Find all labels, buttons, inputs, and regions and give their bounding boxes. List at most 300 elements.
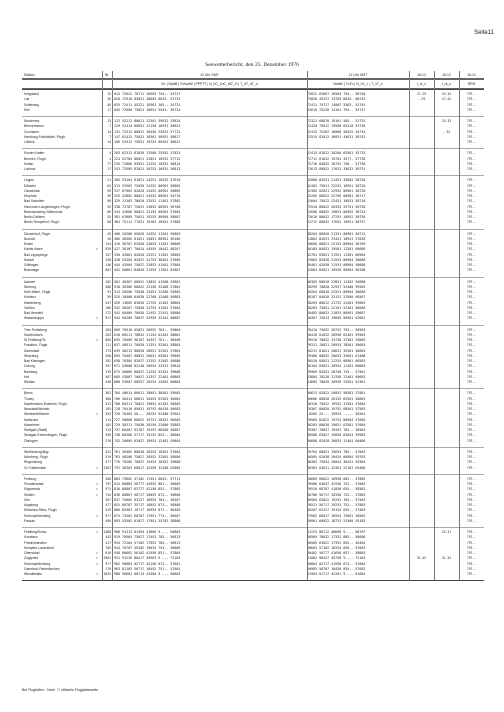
station-nr: 77 — [107, 161, 111, 166]
station-name: Aachen — [24, 279, 36, 284]
station-nr: 14 — [107, 129, 111, 134]
observation-group-b: 62608 80032 19853 00902 58723 — [307, 209, 366, 214]
observation-group-a: 129 52414 80031 22150 10931 58823 — [114, 124, 181, 129]
extra-value-3: 797-- — [466, 572, 477, 576]
observation-group-a: 720 70405 50--- 20252 52400 59501 — [114, 412, 181, 417]
observation-group-b: 80509 70032 17352 885-- 56606 — [307, 535, 366, 540]
extra-value-1 — [409, 220, 434, 225]
station-name: Braunlage — [24, 268, 40, 273]
extra-value-3: 797-- — [466, 359, 477, 363]
observation-group-a: 406 40305 81031 25851 00901 56106 — [114, 236, 181, 241]
station-name: Darmstadt — [24, 348, 40, 353]
observation-group-b: 72822 83807 16504 794-- 58740 — [307, 92, 366, 96]
observation-group-b: 73502 60017 18954 75601 58502 — [307, 513, 366, 518]
station-name: St.Feldberg/Ts. — [24, 338, 47, 342]
station-group — [22, 278, 484, 326]
station-name: Bad Salzuflen — [24, 199, 45, 204]
table-row — [22, 439, 484, 444]
station-nr: 477 — [105, 503, 111, 507]
station-name: Weinbiet/Weinstr. — [24, 412, 50, 417]
station-name: Oberstdorf — [24, 551, 40, 555]
station-nr: 55 — [107, 215, 111, 219]
station-nr: 977 — [105, 513, 111, 518]
station-nr: 719 — [105, 566, 111, 571]
station-name: Gießen — [24, 305, 35, 310]
observation-group-a: 203 62312 81030 23500 25552 57823 — [114, 151, 181, 156]
station-nr: 973 — [105, 487, 111, 492]
observation-group-b: 72712 81032 19701 3577- 57738 — [307, 156, 366, 161]
header-nr-spacer — [102, 80, 112, 88]
extra-value-3: 797-- — [466, 316, 477, 321]
station-nr: 55 — [107, 204, 111, 209]
observation-group-b: 60901 60032 18752 51500 55103 — [307, 518, 366, 523]
observation-group-a: 384 75112 77031 19103 10941 57805 — [114, 220, 181, 225]
observation-group-a: 113 52212 80011 22301 59632 53824 — [114, 119, 181, 123]
extra-value-3: 797-- — [466, 497, 477, 502]
extra-value-3: 797-- — [466, 220, 477, 225]
observation-group-a: 671 53608 82248 20954 22531 59810 — [114, 364, 181, 369]
table-row — [22, 466, 484, 471]
observation-group-a: 526 13605 83020 21755 12401 58804 — [114, 300, 181, 305]
extra-value-3: 797-- — [466, 97, 477, 102]
extra-value-2 — [434, 572, 459, 577]
observation-group-b: 40606 80020 20153 62501 58603 — [307, 396, 366, 401]
station-name: Würzburg — [24, 353, 39, 358]
extra-value-3: 797-- — [466, 124, 477, 129]
header-obs-3: 18-12 — [409, 71, 434, 79]
station-nr: 15 — [107, 92, 111, 96]
observation-group-a: 513 20506 75030 23451 22500 55802 — [114, 290, 181, 294]
station-nr: 46 — [107, 102, 111, 107]
station-name: Gr. Falkenstein — [24, 465, 47, 470]
column-rule — [409, 71, 410, 581]
station-name: Hohenpeißenberg — [24, 561, 51, 566]
observation-group-b: -0205 25--- 19953 ----- 56501 — [307, 412, 366, 417]
station-name: Zugspitze — [24, 556, 39, 561]
observation-group-b: 50613 82022 20052 58501 57801 — [307, 391, 366, 396]
extra-value-3: 797-- — [466, 417, 477, 422]
extra-value-3: 797-- — [466, 204, 477, 209]
column-rule — [102, 71, 103, 581]
station-name: Neustadt/Weinstr. — [24, 407, 50, 411]
station-nr: 386 — [105, 396, 111, 401]
station-nr: 276 — [105, 438, 111, 443]
observation-group-a: 944 70707 59102 19054 754-- 56806 — [114, 545, 181, 550]
station-nr: 1307 — [103, 465, 111, 470]
station-name: Bad Lippspringe — [24, 252, 48, 257]
observation-group-a: 147 62412 75031 18501 50951 58817 — [114, 134, 181, 139]
observation-group-a: 635 70409 56107 44357 761-- 58400 — [114, 338, 181, 342]
observation-group-b: 72613 80032 17652 35632 58731 — [307, 167, 366, 171]
airfield-mark: ☐ — [95, 551, 99, 555]
extra-value-3: 797-- — [466, 284, 477, 289]
extra-value-3: 797-- — [466, 449, 477, 454]
observation-group-b: 33604 70228 21358 22401 60603 — [307, 374, 366, 379]
observation-group-b: 42701 83021 21951 11501 00904 — [307, 252, 366, 257]
extra-value-3: 797-- — [466, 268, 477, 273]
station-nr: 443 — [105, 535, 111, 540]
extra-value-3: 797-- — [466, 343, 477, 348]
station-nr: 839 — [105, 247, 111, 252]
observation-group-a: 658 70304 82037 21252 51502 58806 — [114, 359, 181, 363]
observation-group-a: 637 40511 70020 21351 32501 58803 — [114, 343, 181, 348]
extra-value-3: 797-- — [466, 257, 477, 262]
extra-value-3: 797-- — [466, 455, 477, 459]
observation-group-b: 70505 82022 19752 00904 57605 — [307, 417, 366, 422]
station-name: Berlin-Tempelhof, Flugh. — [24, 220, 60, 225]
header-cols-2: NddW | TnTn | N_hC_L | T_xT_x — [333, 82, 383, 86]
observation-group-a: 837 75605 63227 18953 784-- 56407 — [114, 497, 181, 502]
observation-group-a: 313 53503 75030 24252 00901 56805 — [114, 183, 181, 188]
station-nr: 158 — [105, 257, 111, 262]
station-name: Göttingen — [24, 263, 39, 267]
observation-group-a: 951 91226 00417 49563 9---- 72103 — [114, 556, 181, 561]
observation-group-a: 706 40414 68031 20453 62501 56002 — [114, 396, 181, 401]
station-nr: 315 — [105, 428, 111, 432]
observation-group-b: 62415 75262 16000 56525 54734 — [307, 129, 366, 134]
extra-value-3: 797-- — [466, 151, 477, 156]
header-obs-1: 12 Uhr GMT — [112, 71, 307, 79]
observation-group-b: 30204 68010 22551 00904 56606 — [307, 290, 366, 294]
observation-group-b: 40305 60010 23851 11502 56608 — [307, 279, 366, 284]
station-nr: 4 — [109, 151, 111, 156]
observation-group-a: 655 70407 80031 20651 65501 59805 — [114, 353, 181, 358]
extra-value-3: 797-- — [466, 311, 477, 315]
header-cols-1: Nr. | N|ddff | VVwwW | PPPTT | N_hC_LhC_MC_H | T_dT_dT_n — [161, 82, 258, 86]
observation-group-a: 224 52704 80021 22851 10932 57712 — [114, 156, 181, 161]
observation-group-b: 62420 75012 19500 65510 53736 — [307, 124, 366, 129]
observation-group-b: 70308 80032 20653 35601 61408 — [307, 353, 366, 358]
airfield-mark: ☐ — [95, 487, 99, 492]
airfield-mark — [92, 108, 102, 113]
observation-group-a: 235 72006 83031 22252 10932 56814 — [114, 161, 181, 166]
observation-group-a: 934 72204 57102 17952 785-- 56813 — [114, 540, 181, 545]
observation-group-a: 980 90601 00714 42560 9---- 60803 — [114, 572, 181, 576]
observation-group-b: 53605 70028 20956 25501 61301 — [307, 380, 366, 384]
observation-group-b: 42804 84021 20556 00904 60708 — [307, 268, 366, 273]
extra-value-3: 797-- — [466, 407, 477, 411]
observation-group-a: 866 83503 16717 18953 872-- 56403 — [114, 508, 181, 513]
station-name: Lübeck — [24, 140, 35, 144]
extra-value-3: 797-- — [466, 364, 477, 369]
observation-group-a: 852 80707 35717 16852 873-- 56806 — [114, 503, 181, 507]
table-row — [22, 167, 484, 172]
observation-group-a: 015 72622 70711 20503 754-- 53727 — [114, 92, 181, 96]
extra-value-2 — [434, 220, 459, 225]
station-name: Frankfurt, Flugh. — [24, 343, 49, 348]
station-name: Kahler Asten — [24, 247, 43, 252]
observation-group-a: 718 70410 69031 19753 68430 56603 — [114, 407, 181, 411]
extra-value-3: 797-- — [466, 247, 477, 252]
station-nr: 282 — [105, 359, 111, 363]
extra-value-3: 797-- — [466, 396, 477, 401]
observation-group-b: 53003 82030 21553 00904 58608 — [307, 257, 366, 262]
station-group — [22, 326, 484, 390]
station-nr: 111 — [105, 343, 111, 348]
observation-group-b: 60510 84031 21253 00901 60503 — [307, 359, 366, 363]
observation-group-b: 70510 70032 43758 22301 59805 — [307, 338, 366, 342]
observation-group-a: 791 30303 60017 42459 32100 62805 — [114, 465, 181, 470]
observation-group-a: 929 70504 75027 17453 785-- 56813 — [114, 535, 181, 540]
extra-value-3: 797-- — [466, 178, 477, 183]
observation-group-a: 444 43504 75027 22853 41501 57804 — [114, 263, 181, 267]
extra-value-2 — [434, 167, 459, 172]
station-nr: 2962 — [103, 556, 111, 561]
extra-value-3: 797-- — [466, 556, 477, 561]
extra-value-1: 27-29 — [416, 92, 427, 96]
extra-value-3: 797-- — [466, 561, 477, 566]
station-group — [22, 230, 484, 278]
station-name: Trier-Petrisberg — [24, 327, 47, 332]
station-nr: 377 — [105, 460, 111, 465]
station-group — [22, 149, 484, 176]
extra-value-3: 797-- — [466, 332, 477, 337]
table-row — [22, 316, 484, 321]
station-name: Feldberg/Schw. — [24, 530, 47, 534]
observation-group-a: 317 07903 82020 24452 00901 56805 — [114, 188, 181, 193]
extra-value-3: 797-- — [466, 290, 477, 294]
station-name: Saarbrücken — [24, 332, 43, 337]
station-nr: 203 — [105, 332, 111, 337]
observation-group-b — [307, 140, 409, 145]
extra-value-1 — [409, 380, 434, 385]
extra-value-3: 797-- — [466, 508, 477, 513]
station-name: Münster — [24, 183, 36, 188]
observation-group-a: 344 42606 80021 22153 00901 57804 — [114, 209, 181, 214]
extra-value-3: 797-- — [466, 338, 477, 342]
observation-group-a: 544 50209 70037 42959 32201 60807 — [114, 316, 181, 321]
station-name: Hannover-Langenhagen, Flugh. — [24, 204, 71, 209]
observation-group-a: 675 50809 80037 21252 52551 59808 — [114, 369, 181, 374]
extra-value-3: 797-- — [466, 460, 477, 465]
airfield-mark: ☐ — [95, 412, 99, 417]
station-name: München-Riem, Flugh. — [24, 508, 58, 513]
station-name: Schleswig — [24, 102, 39, 107]
observation-group-a: 803 73602 57102 17451 6843- 57711 — [114, 476, 181, 481]
table-row — [22, 519, 484, 524]
extra-value-3: 797-- — [466, 327, 477, 332]
station-nr: 86 — [107, 209, 111, 214]
extra-value-1 — [409, 466, 434, 471]
extra-value-3: 797-- — [466, 476, 477, 481]
observation-group-a: 738 80308 57717 19152 853-- 56604 — [114, 433, 181, 438]
station-name: Braunschweig-Völkenrode — [24, 209, 63, 214]
observation-group-a: 618 60211 70032 21154 62401 58801 — [114, 332, 181, 337]
observation-group-b: 91223 00712 40660 9---- 60707 — [307, 530, 366, 534]
observation-group-a: 035 72411 45221 18501 185-- 54731 — [114, 102, 181, 107]
airfield-mark — [92, 519, 102, 524]
observation-group-b: 80207 62227 19154 655-- 57503 — [307, 508, 366, 513]
extra-value-3: 797-- — [466, 482, 477, 486]
observation-group-a: 948 80602 56102 41556 851-- 57805 — [114, 551, 181, 555]
extra-value-2: --32 — [442, 129, 451, 134]
extra-value-3: 797-- — [466, 92, 477, 96]
station-nr: 103 — [105, 422, 111, 427]
header-cols-5: RRR — [467, 82, 476, 86]
observation-group-b: 70506 64037 42556 752-- 57803 — [307, 482, 366, 486]
observation-group-a: 381 63009 75031 19253 00904 58807 — [114, 215, 181, 219]
observation-group-a: 338 72707 75031 23052 00901 56708 — [114, 204, 181, 209]
station-nr: 322 — [105, 401, 111, 406]
observation-group-b: 73026 45257 13703 6843- 00743 — [307, 97, 366, 102]
extra-value-1 — [409, 108, 434, 113]
station-name: Öhringen — [24, 438, 38, 443]
station-nr: 422 — [105, 449, 111, 454]
station-nr: 810 — [105, 551, 111, 555]
observation-group-a: 430 42801 82020 23251 11501 58803 — [114, 252, 181, 257]
observation-group-b: 80604 57102 18254 856-- 57603 — [307, 545, 366, 550]
station-group — [22, 176, 484, 229]
extra-value-2 — [434, 268, 459, 273]
station-nr: 146 — [105, 263, 111, 267]
observation-group-b: 51802 82031 23451 10941 57828 — [307, 236, 366, 241]
observation-group-b: 50104 83031 20954 11401 60603 — [307, 364, 366, 369]
extra-value-1 — [409, 316, 434, 321]
station-name: Passau — [24, 518, 35, 523]
observation-group-a: 452 50801 84026 21355 11501 62807 — [114, 268, 181, 273]
observation-group-a: 532 30207 75030 22753 51501 57804 — [114, 305, 181, 310]
observation-group-a: 818 80807 63777 42156 851-- 57805 — [114, 487, 181, 492]
table-row — [22, 268, 484, 273]
table-row — [22, 220, 484, 225]
observation-group-a: 427 30107 70014 44559 10442 60207 — [114, 247, 181, 252]
station-name: Saarbrücken-Ensheim, Flugh. — [24, 401, 68, 406]
header-nr: Nr. — [102, 71, 112, 79]
extra-value-3: 797-- — [466, 374, 477, 379]
extra-value-3: 797-- — [466, 503, 477, 507]
station-nr: 21 — [107, 178, 111, 183]
airfield-mark — [92, 439, 102, 444]
observation-group-b: 72710 84032 18752 756-- 57736 — [307, 161, 366, 166]
station-name: Kempten-Lauersried — [24, 545, 54, 550]
extra-value-2 — [434, 519, 459, 524]
station-name: Bad Kissingen — [24, 359, 46, 363]
station-nr: 409 — [105, 518, 111, 523]
extra-value-3: 797-- — [466, 535, 477, 540]
station-name: Bremerhaven — [24, 124, 44, 129]
observation-group-b: 72321 60878 19101 585-- 52732 — [307, 119, 366, 123]
observation-group-a: 305 53104 81031 24251 10932 57810 — [114, 178, 181, 183]
observation-group-b: 90804 02717 41956 872-- 57604 — [307, 561, 366, 566]
extra-value-1 — [409, 439, 434, 444]
observation-group-b: 72610 80032 17253 10952 58736 — [307, 215, 366, 219]
station-nr: 319 — [105, 455, 111, 459]
station-nr: 308 — [105, 476, 111, 481]
extra-value-1: 31-42 — [416, 556, 427, 561]
station-nr: 547 — [105, 300, 111, 305]
observation-group-b: 72510 80022 20353 25751 56728 — [307, 204, 366, 209]
extra-value-3: 797-- — [466, 530, 477, 534]
observation-group-b: 70307 80020 19752 68501 57503 — [307, 407, 366, 411]
extra-value-3: 797-- — [466, 242, 477, 246]
observation-group-b: 80609 68022 16950 685-- 57805 — [307, 476, 366, 481]
observation-group-b: 50211 81021 20651 35501 58603 — [307, 348, 366, 353]
airfield-mark — [92, 167, 102, 172]
station-nr: 91 — [107, 290, 111, 294]
station-nr: 362 — [105, 391, 111, 396]
extra-value-2: 31-34 — [441, 556, 452, 561]
extra-value-3: 797-- — [466, 422, 477, 427]
observation-group-a: 131 72312 80031 20450 55631 57722 — [114, 129, 181, 134]
observation-group-a: 325 42802 80021 24452 00901 54710 — [114, 194, 181, 198]
observation-group-a: 020 72918 83031 18003 6843- 52732 — [114, 97, 181, 102]
observation-group-a: 963 81103 50717 18452 751-- 57601 — [114, 566, 181, 571]
station-name: Karlsruhe — [24, 417, 39, 422]
station-name: Köln-Wahn, Flugh. — [24, 290, 52, 294]
station-name: Wasserkuppe — [24, 316, 45, 321]
extra-value-3: 797-- — [466, 209, 477, 214]
extra-value-3: 797-- — [466, 129, 477, 134]
observation-group-b: 30107 84020 22151 21500 60507 — [307, 295, 366, 300]
observation-group-b: 40203 75031 22151 52401 58606 — [307, 305, 366, 310]
column-rule — [112, 71, 113, 581]
station-name: Düsseldorf, Flugh. — [24, 231, 51, 236]
column-rule — [307, 71, 308, 581]
header-cols-4: t_nt_n — [441, 82, 452, 86]
station-name: Cuxhaven — [24, 129, 39, 134]
header-obs-2: 12 Uhr GMT — [307, 71, 409, 79]
extra-value-3: 797-- — [466, 428, 477, 432]
extra-value-3: 797-- — [466, 188, 477, 193]
airfield-mark: ☐ — [95, 465, 99, 470]
extra-value-1 — [409, 519, 434, 524]
airfield-mark: ☐ — [95, 247, 99, 252]
extra-value-3: 797-- — [466, 545, 477, 550]
extra-value-3: 797-- — [466, 236, 477, 241]
airfield-mark: ☐ — [95, 492, 99, 497]
observation-group-b: 80903 50707 18456 855-- 57602 — [307, 566, 366, 571]
station-name: Koblenz — [24, 295, 36, 300]
station-nr: 1486 — [103, 530, 111, 534]
station-nr: 797 — [105, 482, 111, 486]
observation-group-b: 30303 64011 42361 22101 65400 — [307, 465, 366, 470]
extra-value-3: 797-- — [466, 252, 477, 257]
station-name: Hof — [24, 374, 30, 379]
station-name: Osnabrück — [24, 188, 40, 193]
airfield-mark — [92, 268, 102, 273]
observation-group-a: 156 52512 75031 19253 00501 56822 — [114, 140, 181, 144]
observation-group-b: 70311 70021 20953 78501 58603 — [307, 343, 366, 348]
station-name: Weiden — [24, 380, 36, 384]
observation-table — [22, 71, 484, 581]
header-obs-4: 18-12 — [434, 71, 459, 79]
station-nr: 64 — [107, 183, 111, 188]
observation-group-a: 704 40614 80011 20051 38401 55602 — [114, 391, 181, 396]
observation-group-b: 80505 63022 17352 855-- 56404 — [307, 540, 366, 545]
station-nr: 272 — [105, 311, 111, 315]
station-name: Emden-Hafen — [24, 151, 45, 156]
airfield-mark: ☐ — [95, 316, 99, 321]
extra-value-2 — [434, 140, 459, 145]
page-title: Seewetterbericht, den 25. Dezember 1976 — [205, 62, 299, 68]
station-nr: 7 — [109, 134, 111, 139]
extra-value-3: 797-- — [466, 513, 477, 518]
station-name: Regensburg — [24, 460, 42, 465]
airfield-mark: ☐ — [95, 513, 99, 518]
station-name: Freudenstadt — [24, 482, 44, 486]
station-nr: 567 — [105, 497, 111, 502]
extra-value-3: 797-- — [466, 348, 477, 353]
airfield-mark — [92, 220, 102, 225]
observation-group-b: 50310 75012 19552 31501 57604 — [307, 401, 366, 406]
station-name: Helgoland — [24, 92, 39, 96]
station-name: Hohenpeißenberg — [24, 513, 51, 518]
station-name: Bocholt — [24, 236, 35, 241]
extra-value-2: 25-34 — [441, 92, 452, 96]
station-group — [22, 528, 484, 580]
header-obs-5: 18-12 — [459, 71, 484, 79]
station-nr: 50 — [107, 220, 111, 225]
